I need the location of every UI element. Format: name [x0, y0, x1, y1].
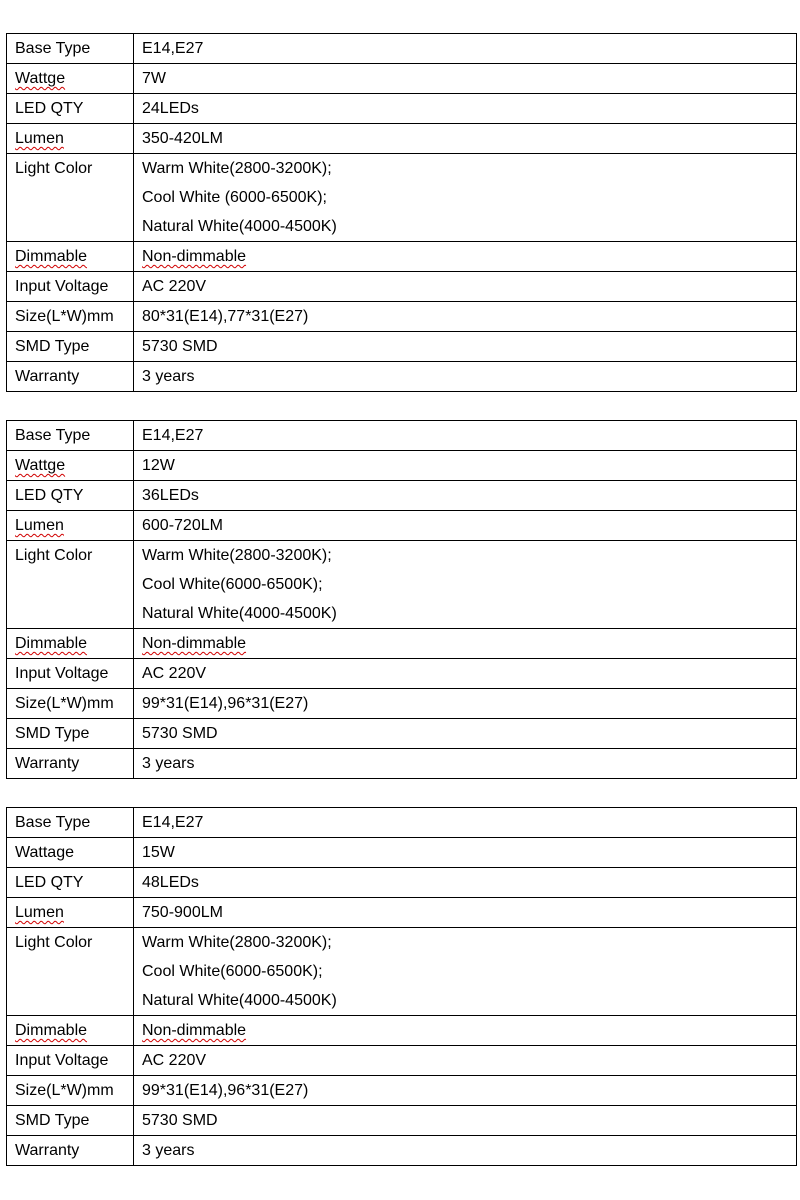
table-row — [7, 719, 797, 749]
row-label: Warranty — [7, 1136, 134, 1166]
table-row — [7, 511, 797, 541]
table-row — [7, 34, 797, 64]
smd-type-value: 5730 SMD — [134, 1106, 797, 1136]
row-label: Input Voltage — [7, 659, 134, 689]
row-label: Warranty — [7, 749, 134, 779]
row-label: Light Color — [7, 541, 134, 629]
wattage-value: 12W — [134, 451, 797, 481]
dimmable-value — [134, 629, 797, 659]
light-color-line: Warm White(2800-3200K); — [142, 934, 332, 951]
table-row — [7, 302, 797, 332]
led-qty-value: 24LEDs — [134, 94, 797, 124]
base-type-value: E14,E27 — [134, 808, 797, 838]
row-label: Wattage — [7, 838, 134, 868]
row-label — [7, 451, 134, 481]
table-row — [7, 154, 797, 242]
row-label: LED QTY — [7, 481, 134, 511]
row-label: LED QTY — [7, 94, 134, 124]
spellcheck-word: Non-dimmable — [142, 248, 247, 265]
size-value: 80*31(E14),77*31(E27) — [134, 302, 797, 332]
spellcheck-word: Lumen — [15, 517, 64, 534]
input-voltage-value: AC 220V — [134, 659, 797, 689]
row-label: Size(L*W)mm — [7, 302, 134, 332]
table-row — [7, 541, 797, 629]
base-type-value: E14,E27 — [134, 34, 797, 64]
row-label: Input Voltage — [7, 1046, 134, 1076]
table-row — [7, 868, 797, 898]
led-qty-value: 36LEDs — [134, 481, 797, 511]
table-row — [7, 1076, 797, 1106]
base-type-value: E14,E27 — [134, 421, 797, 451]
row-label: Warranty — [7, 362, 134, 392]
row-label — [7, 898, 134, 928]
table-row — [7, 1136, 797, 1166]
table-row — [7, 1046, 797, 1076]
smd-type-value: 5730 SMD — [134, 332, 797, 362]
row-label: Light Color — [7, 154, 134, 242]
dimmable-value — [134, 242, 797, 272]
warranty-value: 3 years — [134, 1136, 797, 1166]
table-row — [7, 272, 797, 302]
input-voltage-value: AC 220V — [134, 1046, 797, 1076]
table-row — [7, 1016, 797, 1046]
lumen-value: 600-720LM — [134, 511, 797, 541]
table-row — [7, 242, 797, 272]
table-row — [7, 451, 797, 481]
table-row — [7, 898, 797, 928]
table-row — [7, 838, 797, 868]
table-row — [7, 659, 797, 689]
spec-table-15w — [6, 807, 797, 1166]
lumen-value: 350-420LM — [134, 124, 797, 154]
spellcheck-word: Dimmable — [15, 635, 88, 652]
row-label: Input Voltage — [7, 272, 134, 302]
row-label: Base Type — [7, 34, 134, 64]
smd-type-value: 5730 SMD — [134, 719, 797, 749]
light-color-line: Warm White(2800-3200K); — [142, 160, 332, 177]
table-row — [7, 124, 797, 154]
table-row — [7, 808, 797, 838]
row-label — [7, 511, 134, 541]
row-label: Light Color — [7, 928, 134, 1016]
row-label: LED QTY — [7, 868, 134, 898]
spellcheck-word: Non-dimmable — [142, 1022, 247, 1039]
lumen-value: 750-900LM — [134, 898, 797, 928]
wattage-value: 7W — [134, 64, 797, 94]
row-label: Size(L*W)mm — [7, 689, 134, 719]
warranty-value: 3 years — [134, 362, 797, 392]
table-row — [7, 332, 797, 362]
light-color-line: Cool White (6000-6500K); — [142, 189, 327, 206]
row-label: SMD Type — [7, 1106, 134, 1136]
spellcheck-word: Wattge — [15, 70, 66, 87]
row-label: Size(L*W)mm — [7, 1076, 134, 1106]
table-row — [7, 689, 797, 719]
light-color-value — [134, 928, 797, 1016]
light-color-line: Natural White(4000-4500K) — [142, 605, 337, 622]
spellcheck-word: Lumen — [15, 904, 64, 921]
size-value: 99*31(E14),96*31(E27) — [134, 1076, 797, 1106]
spec-table-7w — [6, 33, 797, 392]
led-qty-value: 48LEDs — [134, 868, 797, 898]
dimmable-value — [134, 1016, 797, 1046]
light-color-value — [134, 541, 797, 629]
spellcheck-word: Non-dimmable — [142, 635, 247, 652]
light-color-line: Cool White(6000-6500K); — [142, 963, 323, 980]
table-row — [7, 64, 797, 94]
table-row — [7, 481, 797, 511]
row-label: SMD Type — [7, 332, 134, 362]
spellcheck-word: Lumen — [15, 130, 64, 147]
input-voltage-value: AC 220V — [134, 272, 797, 302]
wattage-value: 15W — [134, 838, 797, 868]
row-label — [7, 629, 134, 659]
table-row — [7, 1106, 797, 1136]
light-color-line: Cool White(6000-6500K); — [142, 576, 323, 593]
table-row — [7, 749, 797, 779]
spec-table-12w — [6, 420, 797, 779]
light-color-value — [134, 154, 797, 242]
row-label: Base Type — [7, 421, 134, 451]
row-label — [7, 242, 134, 272]
light-color-line: Warm White(2800-3200K); — [142, 547, 332, 564]
light-color-line: Natural White(4000-4500K) — [142, 218, 337, 235]
row-label — [7, 124, 134, 154]
spellcheck-word: Dimmable — [15, 1022, 88, 1039]
light-color-line: Natural White(4000-4500K) — [142, 992, 337, 1009]
size-value: 99*31(E14),96*31(E27) — [134, 689, 797, 719]
spellcheck-word: Wattge — [15, 457, 66, 474]
spellcheck-word: Dimmable — [15, 248, 88, 265]
table-row — [7, 362, 797, 392]
table-row — [7, 629, 797, 659]
warranty-value: 3 years — [134, 749, 797, 779]
table-row — [7, 421, 797, 451]
row-label: SMD Type — [7, 719, 134, 749]
row-label — [7, 64, 134, 94]
row-label — [7, 1016, 134, 1046]
table-row — [7, 94, 797, 124]
table-row — [7, 928, 797, 1016]
row-label: Base Type — [7, 808, 134, 838]
